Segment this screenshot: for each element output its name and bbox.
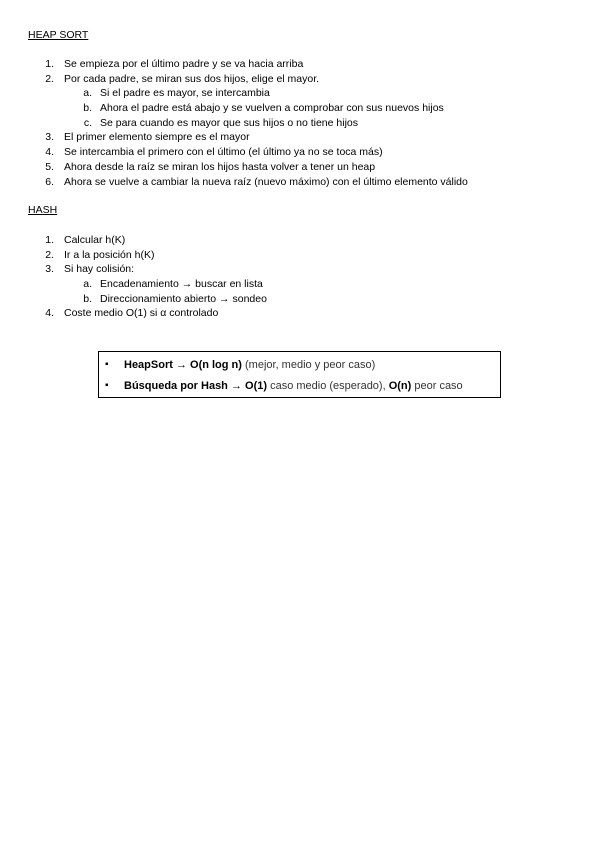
list-number: 1. (45, 58, 54, 70)
list-text: El primer elemento siempre es el mayor (64, 131, 250, 143)
list-text: Encadenamiento → buscar en lista (100, 278, 263, 290)
list-letter: b. (83, 102, 92, 114)
list-number: 1. (45, 234, 54, 246)
summary-hash-average: caso medio (esperado), (267, 380, 389, 392)
list-text: Coste medio O(1) si α controlado (64, 307, 219, 319)
list-letter: c. (83, 117, 92, 129)
summary-heapsort-cases: (mejor, medio y peor caso) (241, 359, 376, 371)
list-number: 4. (45, 146, 54, 158)
heap-sort-heading: HEAP SORT (28, 29, 89, 41)
list-text: Se empieza por el último padre y se va hacia arriba (64, 58, 304, 70)
list-number: 6. (45, 176, 54, 188)
list-text: Ahora el padre está abajo y se vuelven a comprobar con sus nuevos hijos (100, 102, 444, 114)
list-text: Calcular h(K) (64, 234, 126, 246)
list-text: Se intercambia el primero con el último (el último ya no se toca más) (64, 146, 383, 158)
square-bullet-icon: ▪ (105, 359, 109, 370)
list-number: 3. (45, 131, 54, 143)
list-text: Ahora desde la raíz se miran los hijos hasta volver a tener un heap (64, 161, 376, 173)
list-text: Ir a la posición h(K) (64, 249, 155, 261)
list-text: Por cada padre, se miran sus dos hijos, elige el mayor. (64, 73, 320, 85)
summary-hash-worst-label: peor caso (411, 380, 463, 392)
summary-hash-worst: O(n) (388, 380, 412, 392)
hash-heading: HASH (28, 204, 58, 216)
list-number: 3. (45, 263, 54, 275)
complexity-summary-box (98, 351, 501, 398)
list-text: Si hay colisión: (64, 263, 135, 275)
list-letter: a. (83, 278, 92, 290)
list-text: Ahora se vuelve a cambiar la nueva raíz (nuevo máximo) con el último elemento válido (64, 176, 468, 188)
list-text: Si el padre es mayor, se intercambia (100, 87, 270, 99)
list-letter: b. (83, 293, 92, 305)
summary-heapsort-complexity: HeapSort → O(n log n) (124, 359, 242, 371)
list-number: 2. (45, 249, 54, 261)
list-number: 5. (45, 161, 54, 173)
list-letter: a. (83, 87, 92, 99)
list-text: Direccionamiento abierto → sondeo (100, 293, 267, 305)
list-text: Se para cuando es mayor que sus hijos o no tiene hijos (100, 117, 358, 129)
list-number: 4. (45, 307, 54, 319)
list-number: 2. (45, 73, 54, 85)
square-bullet-icon: ▪ (105, 380, 109, 391)
summary-hash-complexity: Búsqueda por Hash → O(1) (124, 380, 268, 392)
